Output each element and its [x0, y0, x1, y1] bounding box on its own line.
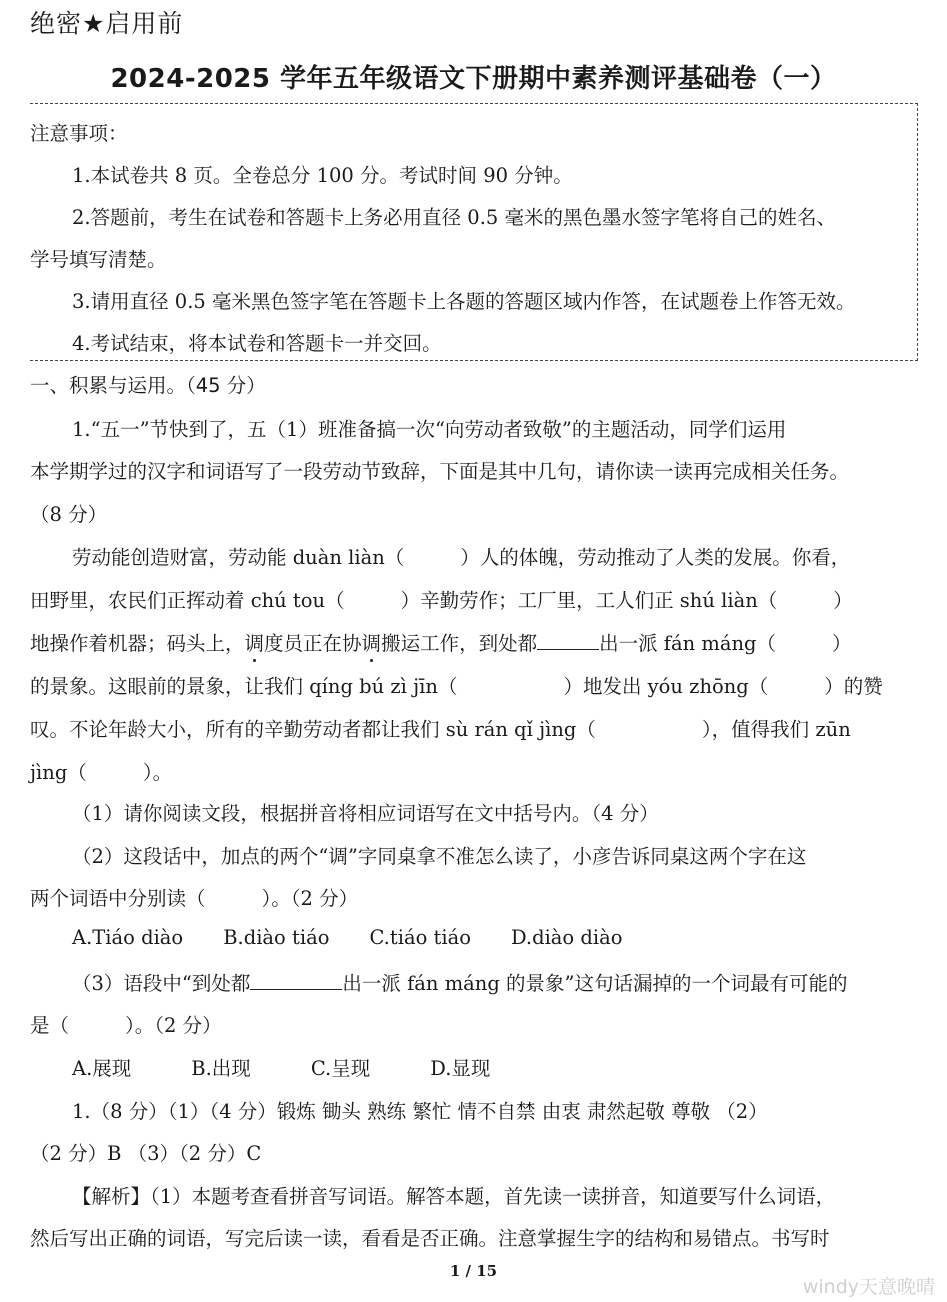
sub-question-2-options — [72, 926, 622, 949]
notice-item-2: 2.答题前，考生在试卷和答题卡上务必用直径 0.5 毫米的黑色墨水签字笔将自己的姓名、 — [72, 206, 837, 229]
notice-box — [30, 103, 918, 361]
notice-item-1: 1.本试卷共 8 页。全卷总分 100 分。考试时间 90 分钟。 — [72, 164, 573, 187]
notice-item-2-cont: 学号填写清楚。 — [30, 248, 167, 271]
dotted-char: 调 — [361, 632, 382, 655]
option-b[interactable]: B.出现 — [191, 1057, 251, 1080]
q1-score: （8 分） — [30, 503, 108, 526]
page-title: 2024-2025 学年五年级语文下册期中素养测评基础卷（一） — [110, 64, 837, 94]
confidential-label: 绝密★启用前 — [30, 9, 184, 38]
passage-line-3: 地操作着机器；码头上，调度员正在协调搬运工作，到处都 出一派 fán máng（ ） — [30, 632, 852, 655]
sub-question-3-cont: 是（ ）。（2 分） — [30, 1014, 222, 1037]
passage-line-4: 的景象。这眼前的景象，让我们 qíng bú zì jīn（ ）地发出 yóu zhōng（ ）的赞 — [30, 675, 883, 698]
sub-question-2-cont: 两个词语中分别读（ ）。（2 分） — [30, 887, 359, 910]
sub-question-3-options — [72, 1053, 490, 1081]
answer-underline[interactable] — [537, 631, 599, 650]
analysis: 【解析】（1）本题考查看拼音写词语。解答本题，首先读一读拼音，知道要写什么词语， — [72, 1185, 836, 1208]
watermark: windy天意晚晴 — [802, 1276, 935, 1298]
option-a[interactable]: A.展现 — [72, 1057, 132, 1080]
passage-line-6: jìng（ ）。 — [30, 761, 173, 784]
option-b[interactable]: B.diào tiáo — [223, 926, 330, 949]
notice-item-4: 4.考试结束，将本试卷和答题卡一并交回。 — [72, 332, 442, 355]
analysis-cont: 然后写出正确的词语，写完后读一读，看看是否正确。注意掌握生字的结构和易错点。书写时 — [30, 1227, 830, 1250]
section-heading: 一、积累与运用。（45 分） — [30, 374, 266, 397]
option-d[interactable]: D.diào diào — [510, 926, 623, 949]
page-number: 1 / 15 — [449, 1262, 498, 1280]
answer-underline[interactable] — [250, 971, 342, 990]
q1-stem: 1.“五一”节快到了，五（1）班准备搞一次“向劳动者致敬”的主题活动，同学们运用 — [72, 418, 787, 441]
passage-line-1: 劳动能创造财富，劳动能 duàn liàn（ ）人的体魄，劳动推动了人类的发展。你看， — [72, 546, 851, 569]
sub-question-2: （2）这段话中，加点的两个“调”字同桌拿不准怎么读了，小彦告诉同桌这两个字在这 — [72, 845, 807, 868]
answer-key-cont: （2 分）B （3）（2 分）C — [30, 1142, 262, 1165]
sub-question-1: （1）请你阅读文段，根据拼音将相应词语写在文中括号内。（4 分） — [72, 802, 659, 825]
option-c[interactable]: C.呈现 — [310, 1057, 371, 1080]
notice-heading: 注意事项： — [30, 122, 128, 145]
q1-stem-cont: 本学期学过的汉字和词语写了一段劳动节致辞，下面是其中几句，请你读一读再完成相关任务。 — [30, 460, 850, 483]
notice-item-3: 3.请用直径 0.5 毫米黑色签字笔在答题卡上各题的答题区域内作答，在试题卷上作答无效。 — [72, 290, 856, 313]
option-a[interactable]: A.Tiáo diào — [72, 926, 184, 949]
passage-line-5: 叹。不论年龄大小，所有的辛勤劳动者都让我们 sù rán qǐ jìng（ ），值得我们 zūn — [30, 718, 851, 741]
answer-key: 1.（8 分）（1）（4 分）锻炼 锄头 熟练 繁忙 情不自禁 由衷 肃然起敬 尊敬 （2） — [72, 1100, 768, 1123]
option-d[interactable]: D.显现 — [430, 1057, 491, 1080]
passage-line-2: 田野里，农民们正挥动着 chú tou（ ）辛勤劳作；工厂里，工人们正 shú liàn（ ） — [30, 589, 853, 612]
sub-question-3: （3）语段中“到处都 出一派 fán máng 的景象”这句话漏掉的一个词最有可能的 — [72, 972, 848, 995]
dotted-char: 调 — [244, 632, 265, 655]
option-c[interactable]: C.tiáo tiáo — [369, 926, 471, 949]
